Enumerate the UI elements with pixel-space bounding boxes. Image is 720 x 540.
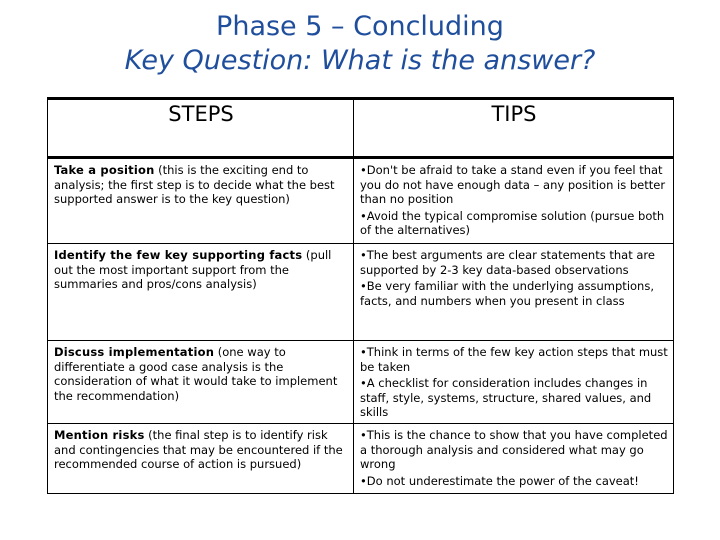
tips-header: TIPS xyxy=(354,99,674,158)
step-detail: (this is the exciting end to analysis; the first step is to decide what the best supported answer is to the key question) xyxy=(54,163,335,207)
tips-cell xyxy=(354,341,674,424)
tip-item: •This is the chance to show that you have completed a thorough analysis and considered what may go wrong xyxy=(360,428,668,472)
table-header-row xyxy=(48,99,674,158)
tip-item: •Be very familiar with the underlying assumptions, facts, and numbers when you present in class xyxy=(360,279,654,308)
step-lead: Discuss implementation xyxy=(54,345,215,359)
tip-item: •Avoid the typical compromise solution (pursue both of the alternatives) xyxy=(360,208,665,238)
table-row xyxy=(48,158,674,244)
tip-item: •The best arguments are clear statements that are supported by 2-3 key data-based observations xyxy=(360,248,655,277)
tip-item: •Think in terms of the few key action steps that must be taken xyxy=(360,345,668,374)
slide-subtitle: Key Question: What is the answer? xyxy=(124,45,596,76)
step-detail: (the final step is to identify risk and contingencies that may be encountered if the recommended course of action is pursued) xyxy=(54,428,343,472)
tips-cell xyxy=(354,158,674,244)
step-cell xyxy=(48,341,354,424)
steps-header: STEPS xyxy=(48,99,354,158)
tip-item: •Do not underestimate the power of the caveat! xyxy=(360,473,639,488)
tip-item: •A checklist for consideration includes changes in staff, style, systems, structure, shared values, and skills xyxy=(360,376,652,420)
table-row xyxy=(48,341,674,424)
slide-title: Phase 5 – Concluding xyxy=(216,11,504,42)
step-detail: (pull out the most important support from the summaries and pros/cons analysis) xyxy=(54,248,332,292)
steps-tips-table xyxy=(47,97,674,494)
tips-cell xyxy=(354,424,674,494)
step-cell xyxy=(48,158,354,244)
tip-item: •Don't be afraid to take a stand even if you feel that you do not have enough data – any position is better than no position xyxy=(360,163,666,207)
tips-cell xyxy=(354,244,674,341)
table-row xyxy=(48,424,674,494)
step-lead: Mention risks xyxy=(54,428,145,442)
step-cell xyxy=(48,424,354,494)
step-lead: Identify the few key supporting facts xyxy=(54,248,303,262)
step-detail: (one way to differentiate a good case analysis is the consideration of what it would take to implement the recommendation) xyxy=(54,345,338,403)
step-lead: Take a position xyxy=(54,163,155,177)
table-row xyxy=(48,244,674,341)
step-cell xyxy=(48,244,354,341)
